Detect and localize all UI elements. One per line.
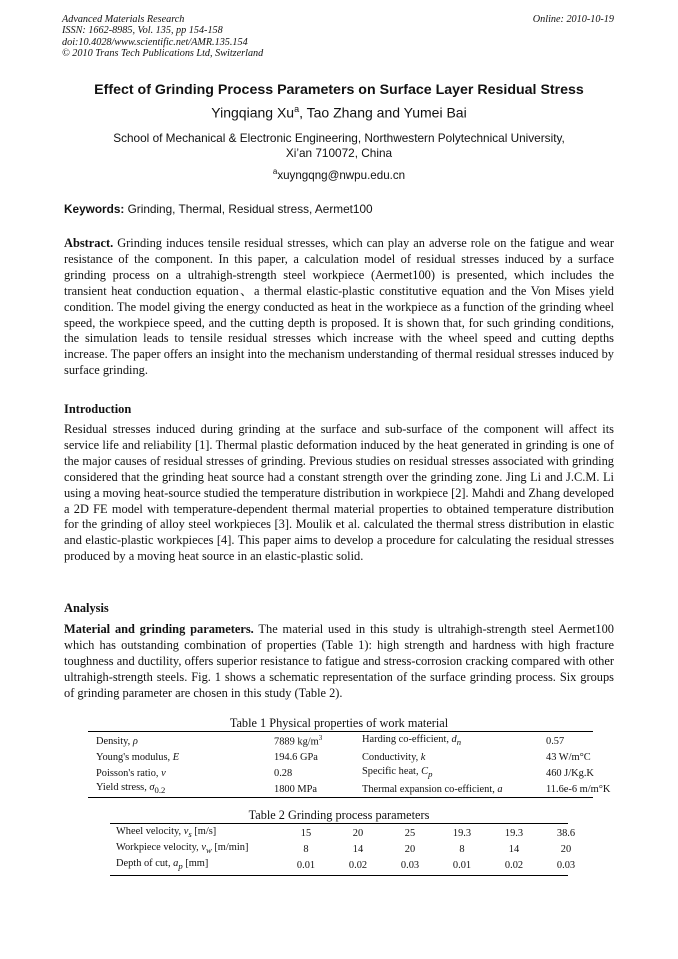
- table-2-row: [112, 841, 592, 857]
- property-name: Specific heat,: [362, 766, 422, 778]
- table-1-row: [92, 781, 620, 797]
- parameter-value-cell: [384, 825, 436, 841]
- parameter-symbol: v: [201, 842, 206, 854]
- property-name: Density,: [96, 735, 133, 747]
- parameter-value: 0.01: [296, 859, 316, 871]
- parameter-name: Depth of cut,: [116, 858, 174, 870]
- parameter-symbol-sub: p: [178, 861, 183, 872]
- issn-line: ISSN: 1662-8985, Vol. 135, pp 154-158: [62, 25, 223, 37]
- affiliation-line-1: School of Mechanical & Electronic Engineering, Northwestern Polytechnical University,: [113, 131, 565, 145]
- property-symbol-sub: n: [456, 737, 462, 748]
- property-symbol: k: [420, 751, 426, 763]
- parameter-value-cell: [436, 841, 488, 857]
- table-2-bottom-rule: [110, 875, 568, 876]
- property-symbol: E: [172, 751, 180, 763]
- property-value: 194.6 GPa: [274, 751, 318, 763]
- contact-email: [0, 167, 678, 182]
- property-name-cell: [358, 749, 542, 765]
- property-value-cell: [542, 781, 620, 797]
- parameter-value: 8: [303, 843, 309, 855]
- property-value-sup: 3: [318, 734, 323, 743]
- parameter-name-cell: [112, 825, 280, 841]
- parameter-value-cell: [488, 841, 540, 857]
- property-value: 460 J/Kg.K: [546, 767, 594, 779]
- property-value-cell: [270, 749, 358, 765]
- copyright-line: © 2010 Trans Tech Publications Ltd, Switzerland: [62, 47, 264, 59]
- parameter-value-cell: [540, 857, 592, 873]
- table-1-bottom-rule: [88, 797, 593, 798]
- author-1: Yingqiang Xu: [211, 104, 295, 121]
- property-value: 11.6e-6 m/m°K: [546, 783, 611, 795]
- email-address: xuyngqng@nwpu.edu.cn: [277, 168, 406, 182]
- parameter-value: 14: [508, 843, 520, 855]
- parameter-value: 8: [459, 843, 465, 855]
- parameter-value: 20: [352, 827, 364, 839]
- keywords: [64, 202, 373, 216]
- table-1-row: [92, 733, 620, 749]
- property-value: 0.28: [274, 767, 293, 779]
- table-1-row: [92, 749, 620, 765]
- property-value-cell: [542, 749, 620, 765]
- keywords-text: Grinding, Thermal, Residual stress, Aermet100: [124, 202, 373, 216]
- table-1: [92, 733, 620, 797]
- parameter-value-cell: [488, 857, 540, 873]
- property-value-cell: [542, 765, 620, 781]
- abstract-label: Abstract.: [64, 236, 114, 250]
- author-list: [0, 104, 678, 121]
- parameter-value: 0.01: [452, 859, 472, 871]
- analysis-heading: Analysis: [64, 601, 109, 615]
- property-name-cell: [358, 765, 542, 781]
- parameter-value-cell: [384, 857, 436, 873]
- parameter-value-cell: [488, 825, 540, 841]
- parameter-name-cell: [112, 857, 280, 873]
- property-symbol: ρ: [132, 735, 138, 747]
- property-value: 43 W/m°C: [546, 751, 591, 763]
- parameter-value: 19.3: [504, 827, 524, 839]
- parameter-value-cell: [280, 825, 332, 841]
- parameter-symbol: a: [173, 858, 179, 870]
- parameter-value-cell: [332, 841, 384, 857]
- property-name: Poisson's ratio,: [96, 767, 162, 779]
- introduction-text: Residual stresses induced during grinding at the surface and sub-surface of the component will affect its service life and reliability [1]. Thermal plastic deformation induced by the heat generated in grinding is one of the major causes of residual stresses of grinding. Previous studies on residual stresses associated with grinding considered that the grinding heat source had a constant strength over the grinding zone. Jing Li and J.C.M. Li using a moving heat-source studied the temperature distribution in workpiece [2]. Mahdi and Zhang developed a 2D FE model with temperature-dependent thermal material properties to obtained temperature distribution for the grinding of alloy steel workpieces [3]. Moulik et al. calculated the thermal stress distribution in elastic and elastic-plastic workpieces [4]. This paper aims to develop a procedure for calculating the residual stresses produced by a moving heat source in an elastic-plastic solid.: [64, 422, 614, 564]
- parameter-value: 14: [352, 843, 364, 855]
- table-1-top-rule: [88, 731, 593, 732]
- parameter-value-cell: [332, 857, 384, 873]
- parameter-value-cell: [540, 825, 592, 841]
- parameter-name: Workpiece velocity,: [116, 842, 202, 854]
- property-name-cell: [92, 765, 270, 781]
- parameter-unit: [mm]: [182, 858, 209, 870]
- parameter-value-cell: [436, 825, 488, 841]
- property-name: Yield stress,: [96, 782, 150, 794]
- email-mark: a: [272, 167, 278, 176]
- property-symbol: σ: [149, 782, 155, 794]
- property-name-cell: [358, 733, 542, 749]
- property-symbol-sub: p: [428, 769, 433, 780]
- parameter-value: 0.03: [400, 859, 420, 871]
- parameter-value: 19.3: [452, 827, 472, 839]
- parameter-unit: [m/min]: [211, 842, 249, 854]
- parameter-value: 38.6: [556, 827, 576, 839]
- parameter-value-cell: [280, 841, 332, 857]
- table-1-row: [92, 765, 620, 781]
- property-value: 1800 MPa: [274, 783, 318, 795]
- parameter-symbol: v: [183, 826, 189, 838]
- journal-header: [62, 14, 614, 59]
- parameter-value: 20: [404, 843, 416, 855]
- property-name-cell: [92, 781, 270, 797]
- online-date: Online: 2010-10-19: [532, 14, 614, 25]
- doi-line: doi:10.4028/www.scientific.net/AMR.135.154: [62, 36, 248, 48]
- introduction-heading: Introduction: [64, 402, 132, 416]
- parameter-name: Wheel velocity,: [116, 826, 184, 838]
- property-value-cell: [270, 765, 358, 781]
- parameter-value-cell: [280, 857, 332, 873]
- parameter-name-cell: [112, 841, 280, 857]
- parameter-value-cell: [384, 841, 436, 857]
- property-value: 7889 kg/m: [274, 736, 319, 748]
- other-authors: , Tao Zhang and Yumei Bai: [299, 104, 467, 121]
- property-name: Young's modulus,: [96, 751, 173, 763]
- affiliation: [0, 131, 678, 161]
- property-name-cell: [358, 781, 542, 797]
- property-value: 0.57: [546, 735, 565, 747]
- analysis-subheading: Material and grinding parameters.: [64, 622, 254, 636]
- parameter-value-cell: [540, 841, 592, 857]
- property-symbol: C: [421, 766, 429, 778]
- parameter-value-cell: [436, 857, 488, 873]
- keywords-label: Keywords:: [64, 202, 125, 216]
- parameter-value: 25: [404, 827, 416, 839]
- paper-title: Effect of Grinding Process Parameters on Surface Layer Residual Stress: [94, 82, 584, 98]
- journal-name: Advanced Materials Research: [62, 14, 185, 25]
- property-symbol: ν: [161, 767, 166, 779]
- parameter-symbol-sub: s: [188, 829, 192, 840]
- abstract: [64, 236, 614, 379]
- author-1-mark: a: [294, 104, 300, 114]
- parameter-value: 0.02: [348, 859, 368, 871]
- affiliation-line-2: Xi’an 710072, China: [285, 146, 393, 160]
- analysis-paragraph: [64, 622, 614, 702]
- analysis-text: The material used in this study is ultrahigh-strength steel Aermet100 which has outstanding combination of properties (Table 1): high strength and hardness with high fracture toughness and ductility, offers superior resistance to fatigue and stress-corrosion cracking compared with other ultrahigh-strength steels. Fig. 1 shows a schematic representation of the surface grinding process. Six groups of grinding parameter are chosen in this study (Table 2).: [64, 622, 615, 700]
- property-value-cell: [270, 733, 358, 749]
- table-2-top-rule: [110, 823, 568, 824]
- parameter-unit: [m/s]: [191, 826, 217, 838]
- property-symbol: a: [497, 783, 503, 795]
- table-2-row: [112, 825, 592, 841]
- property-name: Conductivity,: [362, 751, 421, 763]
- parameter-symbol-sub: w: [205, 845, 212, 856]
- property-name-cell: [92, 733, 270, 749]
- parameter-value: 20: [560, 843, 572, 855]
- parameter-value-cell: [332, 825, 384, 841]
- property-value-cell: [542, 733, 620, 749]
- property-name-cell: [92, 749, 270, 765]
- table-2-caption: Table 2 Grinding process parameters: [248, 808, 430, 822]
- parameter-value: 15: [300, 827, 312, 839]
- property-value-cell: [270, 781, 358, 797]
- property-name: Thermal expansion co-efficient,: [362, 783, 498, 795]
- abstract-text: Grinding induces tensile residual stresses, which can play an adverse role on the fatigue and wear resistance of the component. In this paper, a calculation model of residual stresses induced by a surface grinding process on a ultrahigh-strength steel workpiece (Aermet100) is presented, which includes the transient heat conduction equation、a thermal elastic-plastic constitutive equation and the Von Mises yield condition. The model giving the energy conducted as heat in the workpiece as a function of the grinding wheel speed, the workpiece speed, and the cutting depth is proposed. It is shown that, for such grinding conditions, the simulation leads to tensile residual stresses which increase with the wheel speed and cutting depths increase. The paper offers an insight into the mechanism understanding of thermal residual stresses induced by surface grinding.: [64, 236, 614, 378]
- property-symbol: d: [451, 734, 457, 746]
- table-2-row: [112, 857, 592, 873]
- property-symbol-sub: 0.2: [154, 785, 166, 796]
- property-name: Harding co-efficient,: [362, 734, 452, 746]
- table-2: [112, 825, 592, 873]
- parameter-value: 0.02: [504, 859, 524, 871]
- parameter-value: 0.03: [556, 859, 576, 871]
- table-1-caption: Table 1 Physical properties of work material: [229, 716, 449, 730]
